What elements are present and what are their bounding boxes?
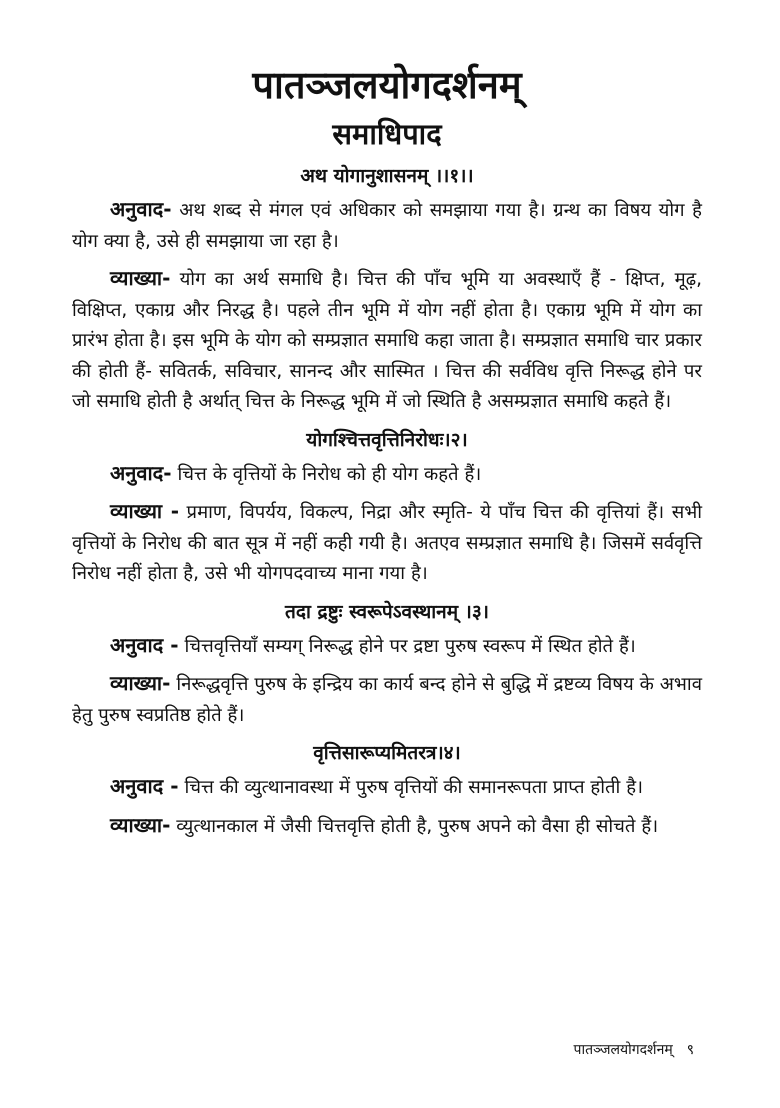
anuvad-paragraph: [72, 771, 702, 804]
anuvad-text: चित्त की व्युत्थानावस्था में पुरुष वृत्तियों की समानरूपता प्राप्त होती है।: [184, 777, 644, 798]
anuvad-text: चित्तवृत्तियाँ सम्यग् निरूद्ध होने पर द्रष्टा पुरुष स्वरूप में स्थित होते हैं।: [184, 635, 636, 657]
anuvad-paragraph: [72, 458, 702, 491]
vyakhya-label: व्याख्या-: [110, 266, 171, 290]
vyakhya-paragraph: [72, 810, 702, 843]
vyakhya-text: प्रमाण, विपर्यय, विकल्प, निद्रा और स्मृति- ये पाँच चित्त की वृत्तियां हैं। सभी वृत्तियों के निरोध की बात सूत्र में नहीं कही गयी है। अतएव सम्प्रज्ञात समाधि है। जिसमें सर्ववृत्ति निरोध नहीं होता है, उसे भी योगपदवाच्य माना गया है।: [72, 502, 702, 584]
sutra-heading: वृत्तिसारूप्यमितरत्र।४।: [313, 742, 461, 764]
vyakhya-text: निरूद्धवृत्ति पुरुष के इन्द्रिय का कार्य बन्द होने से बुद्धि में द्रष्टव्य विषय के अभाव हेतु पुरुष स्वप्रतिष्ठ होते हैं।: [72, 674, 702, 726]
anuvad-paragraph: [72, 194, 702, 257]
sutra-heading: अथ योगानुशासनम् ।।१।।: [300, 165, 474, 187]
vyakhya-label: व्याख्या-: [110, 671, 171, 695]
running-title: पातञ्जलयोगदर्शनम्: [573, 1042, 673, 1058]
vyakhya-paragraph: [72, 496, 702, 590]
anuvad-paragraph: [72, 630, 702, 663]
vyakhya-paragraph: [72, 263, 702, 418]
vyakhya-paragraph: [72, 668, 702, 731]
anuvad-label: अनुवाद -: [110, 774, 179, 798]
page-footer: [574, 1040, 694, 1059]
chapter-title: समाधिपाद: [332, 117, 442, 151]
sutra-heading: योगश्चित्तवृत्तिनिरोधः।२।: [306, 428, 468, 451]
anuvad-text: अथ शब्द से मंगल एवं अधिकार को समझाया गया है। ग्रन्थ का विषय योग है योग क्या है, उसे ही समझाया जा रहा है।: [72, 200, 702, 252]
page-number: ९: [686, 1042, 694, 1058]
vyakhya-text: योग का अर्थ समाधि है। चित्त की पाँच भूमि या अवस्थाएँ हैं - क्षिप्त, मूढ़, विक्षिप्त, एकाग्र और निरद्ध है। पहले तीन भूमि में योग नहीं होता है। एकाग्र भूमि में योग का प्रारंभ होता है। इस भूमि के योग को सम्प्रज्ञात समाधि कहा जाता है। सम्प्रज्ञात समाधि चार प्रकार की होती हैं- सवितर्क, सविचार, सानन्द और सास्मित । चित्त की सर्वविध वृत्ति निरूद्ध होने पर जो समाधि होती है अर्थात् चित्त के निरूद्ध भूमि में जो स्थिति है असम्प्रज्ञात समाधि कहते हैं।: [72, 269, 702, 412]
anuvad-text: चित्त के वृत्तियों के निरोध को ही योग कहते हैं।: [177, 463, 482, 485]
sutra-section-1: [72, 160, 702, 418]
book-title: पातञ्जलयोगदर्शनम्: [252, 63, 522, 107]
vyakhya-label: व्याख्या -: [110, 499, 180, 523]
vyakhya-label: व्याख्या-: [110, 812, 171, 837]
sutra-section-2: [72, 424, 702, 590]
page-body: [72, 58, 702, 848]
anuvad-label: अनुवाद-: [110, 460, 172, 485]
sutra-heading: तदा द्रष्टुः स्वरूपेऽवस्थानम् ।३।: [285, 600, 489, 623]
sutra-section-4: [72, 737, 702, 842]
vyakhya-text: व्युत्थानकाल में जैसी चित्तवृत्ति होती है, पुरुष अपने को वैसा ही सोचते हैं।: [176, 815, 659, 837]
sutra-section-3: [72, 596, 702, 732]
anuvad-label: अनुवाद-: [110, 197, 172, 221]
anuvad-label: अनुवाद -: [110, 632, 179, 657]
